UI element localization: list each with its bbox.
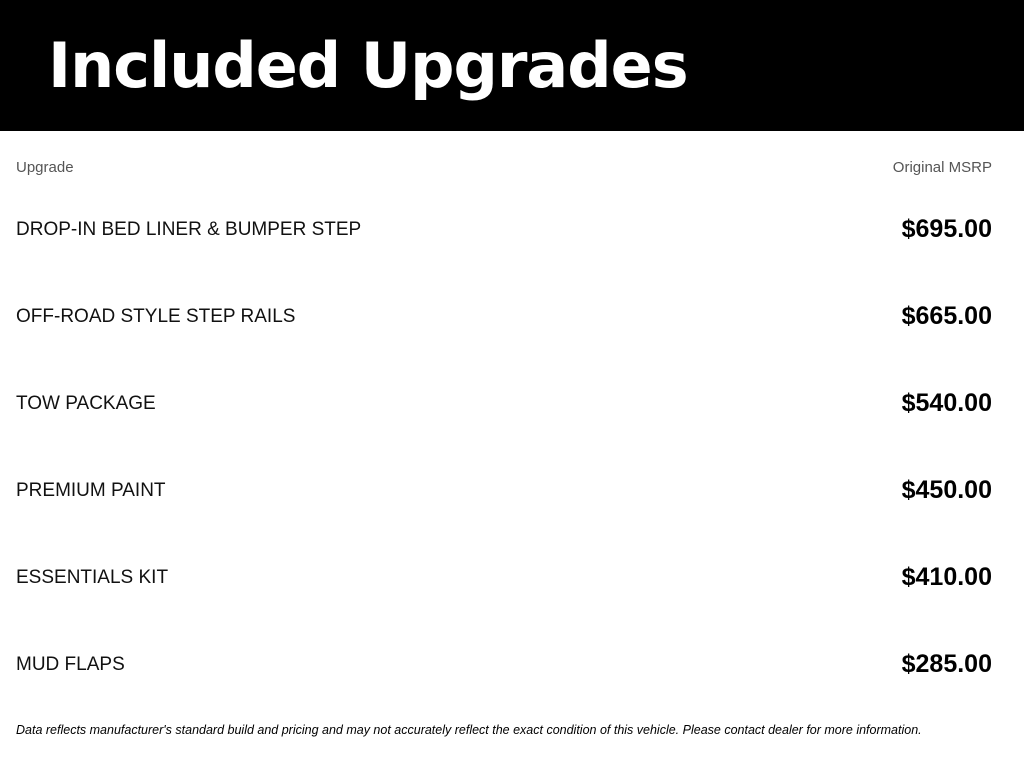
upgrade-price: $665.00 xyxy=(901,302,992,330)
table-body xyxy=(16,186,992,708)
table-header-row xyxy=(16,131,992,186)
bottom-spacer xyxy=(16,738,992,768)
upgrade-name: OFF-ROAD STYLE STEP RAILS xyxy=(16,305,296,327)
upgrade-name: TOW PACKAGE xyxy=(16,392,156,414)
upgrade-price: $540.00 xyxy=(901,389,992,417)
upgrades-content xyxy=(0,131,1024,768)
table-row xyxy=(16,534,992,621)
upgrade-price: $410.00 xyxy=(901,563,992,591)
upgrade-name: ESSENTIALS KIT xyxy=(16,566,169,588)
page-header xyxy=(0,0,1024,131)
table-row xyxy=(16,273,992,360)
upgrade-price: $285.00 xyxy=(901,650,992,678)
upgrades-table xyxy=(16,131,992,708)
upgrade-price: $450.00 xyxy=(901,476,992,504)
column-header-msrp: Original MSRP xyxy=(892,159,992,176)
table-row xyxy=(16,186,992,273)
upgrade-name: PREMIUM PAINT xyxy=(16,479,166,501)
table-row xyxy=(16,360,992,447)
column-header-upgrade: Upgrade xyxy=(16,159,74,176)
page-title: Included Upgrades xyxy=(48,28,688,102)
table-row xyxy=(16,447,992,534)
table-row xyxy=(16,621,992,708)
table-header xyxy=(16,131,992,186)
disclaimer-text: Data reflects manufacturer's standard build and pricing and may not accurately reflect the exact condition of this vehicle. Please contact dealer for more information. xyxy=(16,723,922,737)
upgrade-name: MUD FLAPS xyxy=(16,653,125,675)
upgrade-name: DROP-IN BED LINER & BUMPER STEP xyxy=(16,218,362,240)
upgrade-price: $695.00 xyxy=(901,215,992,243)
